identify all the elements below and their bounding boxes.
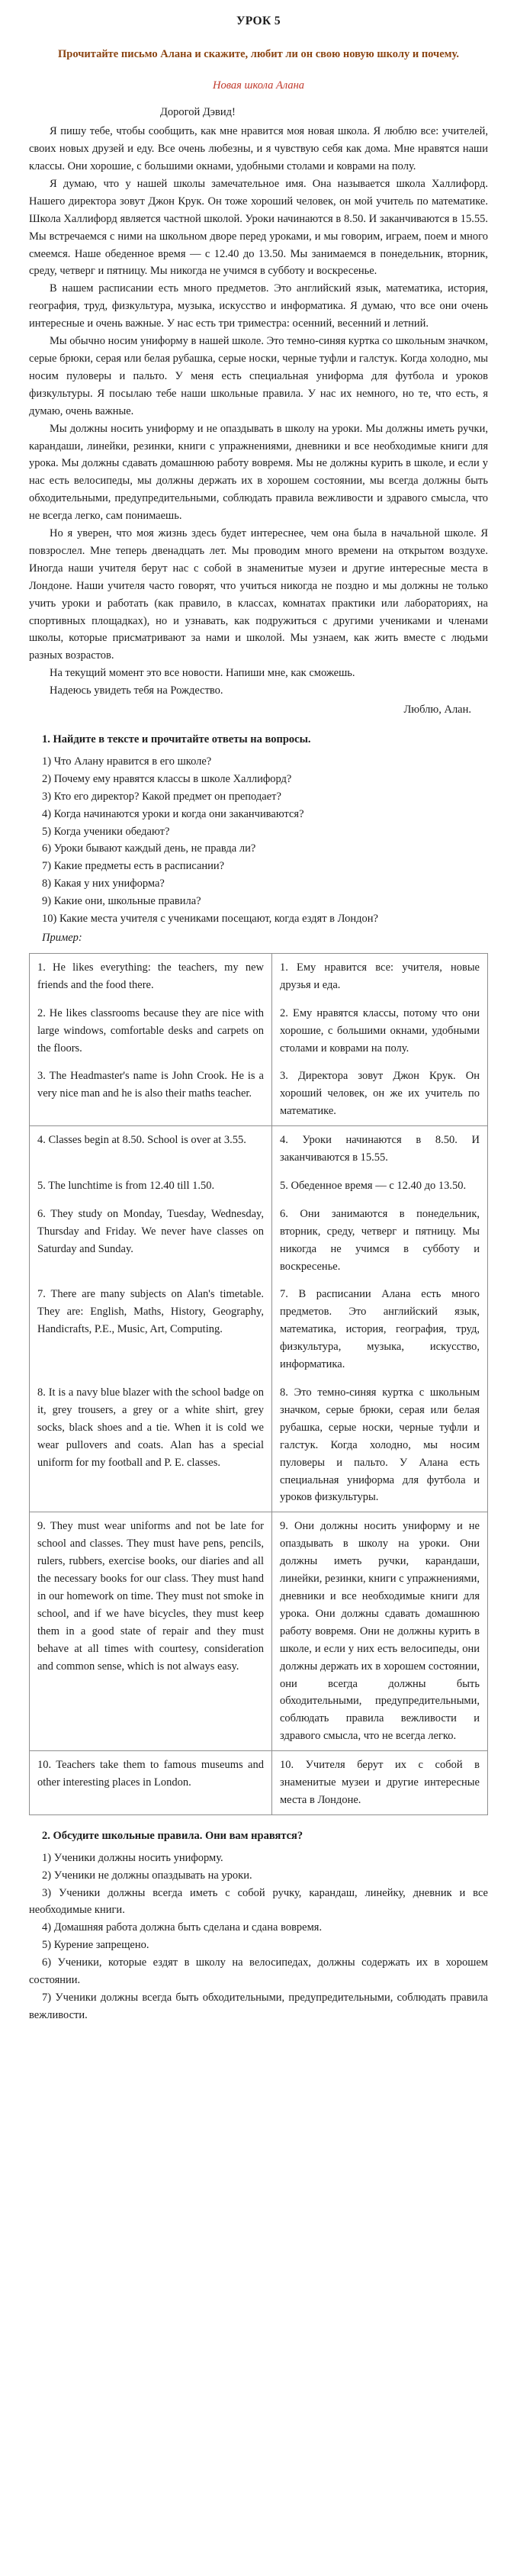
letter-paragraph: В нашем расписании есть много предметов. Это английский язык, математика, история, география, труд, физкультура, музыка, искусство и информатика. Я думаю, что все они очень интересные и очень важные. У нас есть три триместра: осенний, весенний и летний. (29, 282, 488, 330)
question-item: 3) Кто его директор? Какой предмет он преподает? (42, 790, 281, 803)
letter-paragraph: Я думаю, что у нашей школы замечательное имя. Она называется школа Халлифорд. Нашего директора зовут Джон Крук. Он тоже хороший человек, он мой учитель по математике. Школа Халлифорд является частной школой. Уроки начинаются в 8.50. И заканчиваются в 15.55. Мы встречаемся с ними на школьном дворе перед уроками, и мы говорим, играем, поем и много смеемся. Наше обеденное время — с 12.40 до 13.50. Мы занимаемся в понедельник, вторник, среду, четверг и пятницу. Мы никогда не учимся в субботу и воскресенье. (29, 177, 488, 278)
table-row (30, 1512, 487, 1751)
table-row (30, 1280, 487, 1379)
answer-en-cell: 8. It is a navy blue blazer with the school badge on it, grey trousers, a grey or a white shirt, grey socks, black shoes and a tie. When it is cold we wear pullovers and coats. Alan has a special uniform for my football and P. E. classes. (30, 1379, 272, 1512)
answer-ru-cell: 6. Они занимаются в понедельник, вторник, среду, четверг и пятницу. Мы никогда не учимся в субботу и воскресенье. (280, 1207, 480, 1273)
letter-salutation: Дорогой Дэвид! (160, 106, 236, 119)
question-item: 7) Какие предметы есть в расписании? (42, 860, 225, 873)
lesson-title: УРОК 5 (236, 14, 281, 27)
rule-item: 3) Ученики должны всегда иметь с собой ручку, карандаш, линейку, дневник и все необходимые книги. (29, 1886, 488, 1917)
letter-signature: Люблю, Алан. (403, 704, 471, 716)
table-row (30, 1062, 487, 1126)
exercise1-heading: 1. Найдите в тексте и прочитайте ответы на вопросы. (42, 733, 311, 746)
rule-item: 6) Ученики, которые ездят в школу на велосипедах, должны содержать их в хорошем состоянии. (29, 1956, 488, 1987)
table-row (30, 1126, 487, 1172)
letter-title: Новая школа Алана (212, 79, 305, 92)
answer-ru-cell: 4. Уроки начинаются в 8.50. И заканчиваются в 15.55. (280, 1134, 480, 1164)
question-item: 1) Что Алану нравится в его школе? (42, 755, 212, 768)
question-item: 5) Когда ученики обедают? (42, 825, 170, 838)
example-label: Пример: (42, 931, 82, 944)
question-item: 4) Когда начинаются уроки и когда они заканчиваются? (42, 807, 304, 820)
table-row (30, 1379, 487, 1512)
rule-item: 1) Ученики должны носить униформу. (42, 1851, 223, 1864)
question-item: 6) Уроки бывают каждый день, не правда ли? (42, 842, 256, 855)
answers-table (29, 953, 488, 1815)
answer-en-cell: 7. There are many subjects on Alan's timetable. They are: English, Maths, History, Geography, Handicrafts, P.E., Music, Art, Computing. (30, 1280, 272, 1379)
answer-en-cell: 10. Teachers take them to famous museums and other interesting places in London. (30, 1751, 272, 1814)
table-row (30, 1000, 487, 1063)
table-row (30, 1172, 487, 1200)
question-item: 2) Почему ему нравятся классы в школе Халлифорд? (42, 772, 292, 785)
answer-en-cell: 9. They must wear uniforms and not be late for school and classes. They must have pens, pencils, rulers, rubbers, exercise books, our diaries and all the necessary books for our class. They must hand in our homework on time. They must not smoke in school, and if we have bicycles, they must keep them in a good state of repair and they must behave at all times with courtesy, consideration and common sense, which is not always easy. (30, 1512, 272, 1750)
answer-ru-cell: 3. Директора зовут Джон Крук. Он хороший человек, он же их учитель по математике. (280, 1070, 480, 1118)
answer-en-cell: 4. Classes begin at 8.50. School is over at 3.55. (30, 1126, 272, 1172)
question-item: 10) Какие места учителя с учениками посещают, когда ездят в Лондон? (42, 913, 378, 926)
rule-item: 7) Ученики должны всегда быть обходительными, предупредительными, соблюдать правила вежливости. (29, 1992, 488, 2021)
answer-ru-cell: 10. Учителя берут их с собой в знаменитые музеи и другие интересные места в Лондоне. (280, 1759, 480, 1806)
answer-ru-cell: 8. Это темно-синяя куртка с школьным значком, серые брюки, серая или белая рубашка, серые носки, черные туфли и галстук. Когда холодно, мы носим пуловеры и пальто. У Алана есть специальная униформа для футбола и уроков физкультуры. (280, 1386, 480, 1504)
table-row (30, 1200, 487, 1281)
rule-item: 4) Домашняя работа должна быть сделана и сдана вовремя. (42, 1921, 323, 1934)
answer-en-cell: 2. He likes classrooms because they are nice with large windows, comfortable desks and carpets on the floors. (30, 1000, 272, 1063)
question-item: 9) Какие они, школьные правила? (42, 895, 201, 908)
answer-en-cell: 5. The lunchtime is from 12.40 till 1.50. (30, 1172, 272, 1200)
question-item: 8) Какая у них униформа? (42, 877, 165, 890)
letter-paragraph: Мы должны носить униформу и не опаздывать в школу на уроки. Мы должны иметь ручки, карандаши, линейки, резинки, книги с упражнениями, дневники и все необходимые книги для урока. Мы должны сдавать домашнюю работу вовремя. Мы не должны курить в школе, и если у нас есть велосипеды, мы должны держать их в хорошем состоянии, мы всегда должны быть обходительными, предупредительными, соблюдать правила вежливости и здравого смысла, что не всегда легко, сам понимаешь. (29, 422, 488, 523)
letter-paragraph: Мы обычно носим униформу в нашей школе. Это темно-синяя куртка со школьным значком, серые брюки, серая или белая рубашка, серые носки, черные туфли и галстук. Когда холодно, мы носим пуловеры и пальто. У меня есть специальная униформа для футбола и уроков физкультуры. Я посылаю тебе наши школьные правила. У нас их немного, но те, что есть, я думаю, очень важные. (29, 335, 488, 417)
task-instruction: Прочитайте письмо Алана и скажите, любит ли он свою новую школу и почему. (58, 48, 459, 61)
answer-en-cell: 6. They study on Monday, Tuesday, Wednesday, Thursday and Friday. We never have classes on Saturday and Sunday. (30, 1200, 272, 1281)
answer-en-cell: 3. The Headmaster's name is John Crook. He is a very nice man and he is also their maths teacher. (30, 1062, 272, 1125)
letter-closing-line: Надеюсь увидеть тебя на Рождество. (50, 684, 223, 697)
letter-paragraph: Я пишу тебе, чтобы сообщить, как мне нравится моя новая школа. Я люблю все: учителей, своих новых друзей и еду. Все очень любезны, и я чувствую себя как дома. Мне нравятся наши классы. Они хорошие, с большими окнами, удобными столами и коврами на полу. (29, 125, 488, 173)
table-row (30, 954, 487, 1000)
table-row (30, 1751, 487, 1814)
answer-ru-cell: 5. Обеденное время — с 12.40 до 13.50. (280, 1179, 467, 1192)
exercise2-heading: 2. Обсудите школьные правила. Они вам нравятся? (42, 1829, 303, 1842)
answer-en-cell: 1. He likes everything: the teachers, my new friends and the food there. (30, 954, 272, 1000)
rule-item: 5) Курение запрещено. (42, 1939, 149, 1952)
letter-closing-line: На текущий момент это все новости. Напиши мне, как сможешь. (50, 667, 355, 680)
answer-ru-cell: 2. Ему нравятся классы, потому что они хорошие, с большими окнами, удобными столами и коврами на полу. (280, 1006, 480, 1055)
answer-ru-cell: 1. Ему нравится все: учителя, новые друзья и еда. (280, 961, 480, 991)
answer-ru-cell: 7. В расписании Алана есть много предметов. Это английский язык, математика, история, география, труд, физкультура, музыка, искусство, информатика. (280, 1288, 480, 1371)
answer-ru-cell: 9. Они должны носить униформу и не опаздывать в школу на уроки. Они должны иметь ручки, карандаши, линейки, резинки, книги с упражнениями, дневники и все необходимые книги для урока. Они должны сдавать домашнюю работу вовремя. Они не должны курить в школе, и если у них есть велосипеды, они должны держать их в хорошем состоянии, они всегда должны быть обходительными, предупредительными, соблюдать правила вежливости и здравого смысла, что не всегда легко. (280, 1520, 480, 1743)
rule-item: 2) Ученики не должны опаздывать на уроки. (42, 1869, 252, 1882)
letter-paragraph: Но я уверен, что моя жизнь здесь будет интереснее, чем она была в начальной школе. Я повзрослел. Мне теперь двенадцать лет. Мы проводим много времени на открытом воздухе. Иногда наши учителя берут нас с собой в знаменитые музеи и другие интересные места в Лондоне. Наши учителя часто говорят, что учиться никогда не поздно и мы должны не только учить уроки и работать (как правило, в классах, комнатах практики или лабораториях, на спортивных площадках), но и узнавать, как подружиться с другими учениками и членами школы, которые присматривают за нами и школой. Мы узнаем, как жить вместе с людьми разных возрастов. (29, 527, 488, 662)
